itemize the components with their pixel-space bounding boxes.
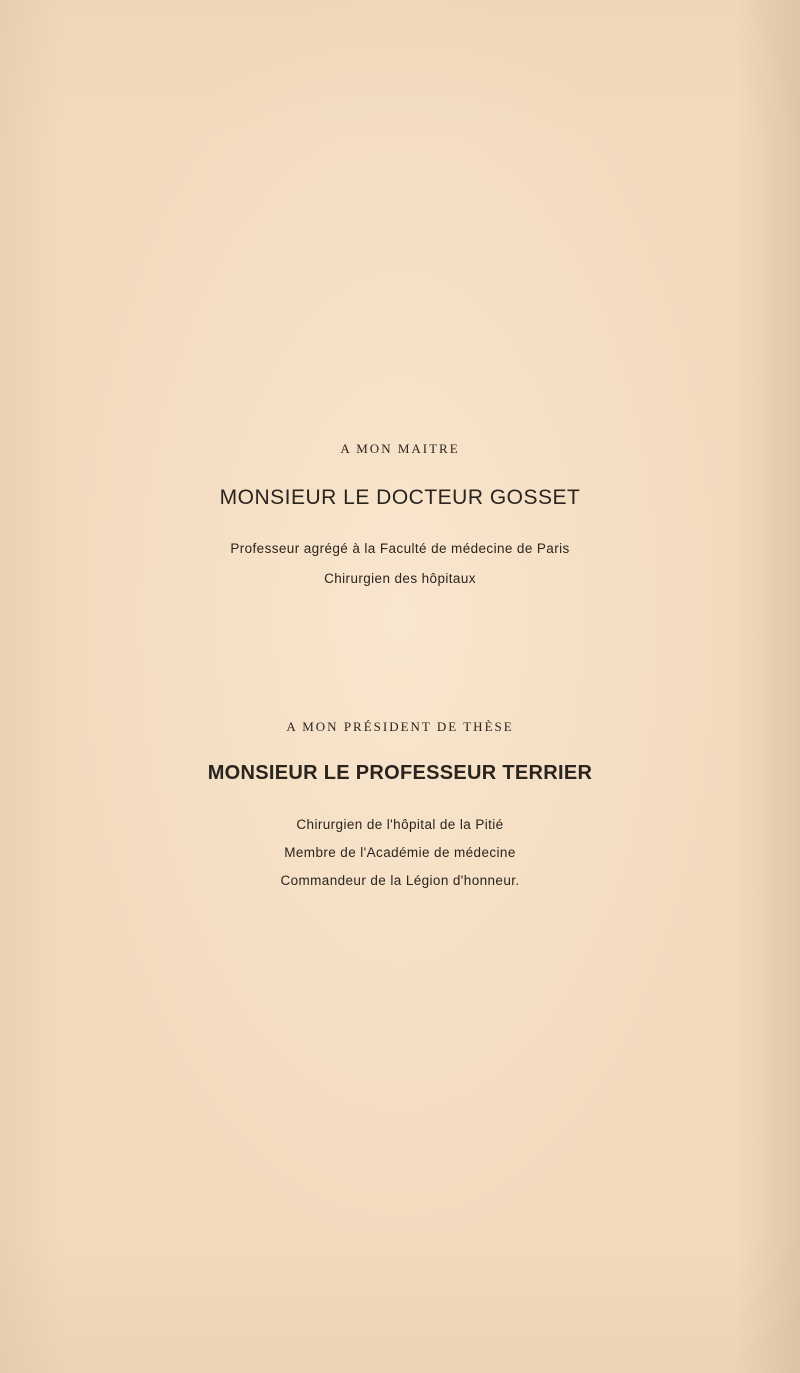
dedication-2-name: MONSIEUR LE PROFESSEUR TERRIER <box>207 762 593 784</box>
dedication-2-heading: A MON PRÉSIDENT DE THÈSE <box>286 719 514 734</box>
dedication-2-title-1: Chirurgien de l'hôpital de la Pitié <box>296 817 504 832</box>
dedication-1-heading: A MON MAITRE <box>340 441 460 456</box>
dedication-1-title-2: Chirurgien des hôpitaux <box>324 571 476 586</box>
dedication-1-name: MONSIEUR LE DOCTEUR GOSSET <box>219 486 581 509</box>
dedication-2-title-3: Commandeur de la Légion d'honneur. <box>280 873 520 888</box>
dedication-1-title-1: Professeur agrégé à la Faculté de médecine de Paris <box>230 541 570 556</box>
dedication-2-title-2: Membre de l'Académie de médecine <box>284 845 516 860</box>
